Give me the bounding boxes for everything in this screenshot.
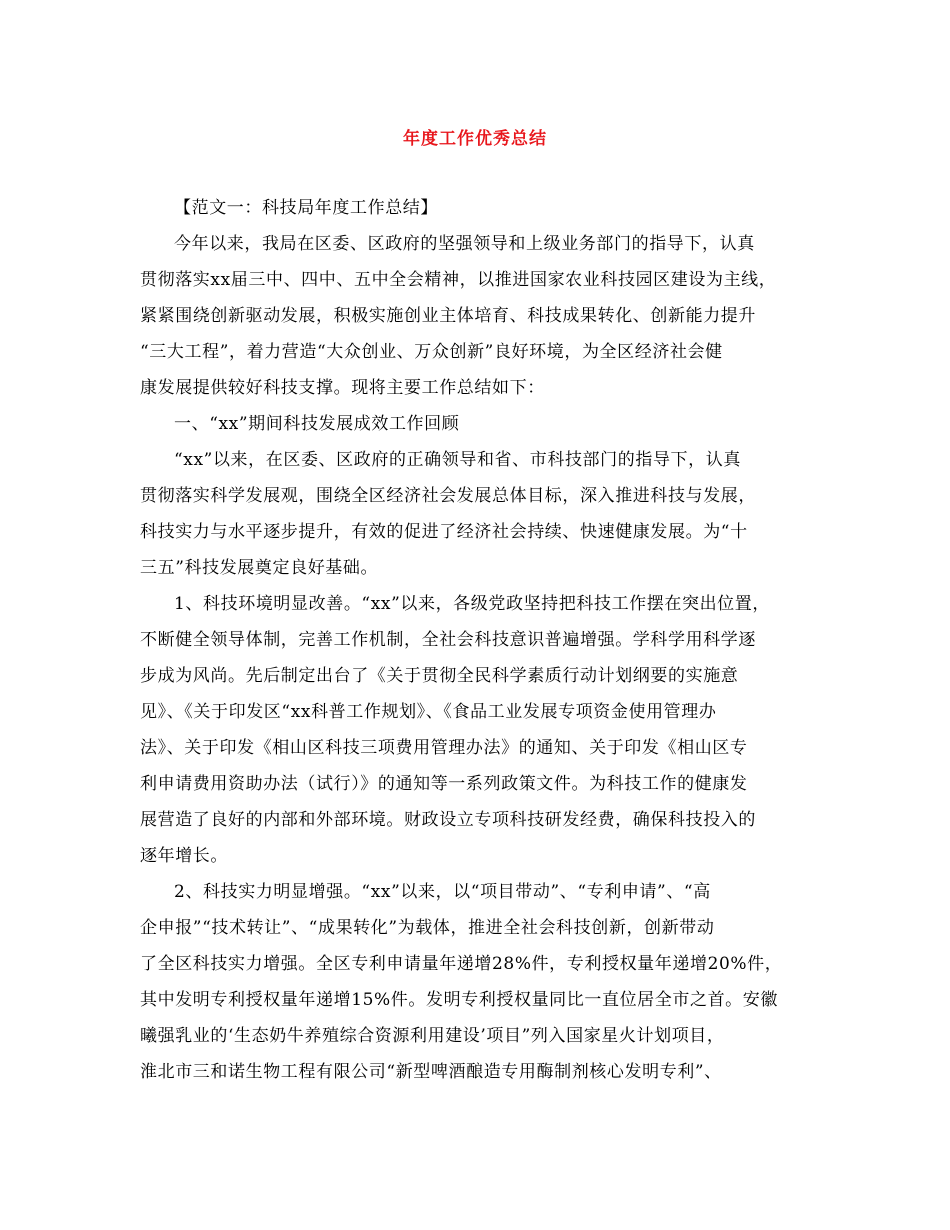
paragraph-line: 展营造了良好的内部和外部环境。财政设立专项科技研发经费，确保科技投入的 (140, 810, 756, 830)
paragraph-line: 康发展提供较好科技支撑。现将主要工作总结如下： (140, 378, 545, 398)
paragraph-line: 不断健全领导体制，完善工作机制，全社会科技意识普遍增强。学科学用科学逐 (140, 630, 756, 650)
paragraph-line: 企申报”“技术转让”、“成果转化”为载体，推进全社会科技创新，创新带动 (140, 918, 715, 938)
paragraph-line: 贯彻落实xx届三中、四中、五中全会精神，以推进国家农业科技园区建设为主线， (140, 270, 777, 290)
paragraph-line: 紧紧围绕创新驱动发展，积极实施创业主体培育、科技成果转化、创新能力提升 (140, 306, 756, 326)
paragraph-line: 法》、关于印发《相山区科技三项费用管理办法》的通知、关于印发《相山区专 (140, 738, 748, 758)
paragraph-line: 曦强乳业的‘生态奶牛养殖综合资源利用建设’项目”列入国家星火计划项目， (140, 1026, 725, 1046)
subsection-heading: 一、“xx”期间科技发展成效工作回顾 (174, 414, 460, 434)
paragraph-line: 今年以来，我局在区委、区政府的坚强领导和上级业务部门的指导下，认真 (174, 234, 755, 254)
paragraph-line: 其中发明专利授权量年递增15%件。发明专利授权量同比一直位居全市之首。安徽 (140, 990, 778, 1010)
paragraph-line: 贯彻落实科学发展观，围绕全区经济社会发展总体目标，深入推进科技与发展， (140, 486, 756, 506)
paragraph-line: 利申请费用资助办法（试行）》的通知等一系列政策文件。为科技工作的健康发 (140, 774, 748, 794)
paragraph-line: 1、科技环境明显改善。“xx”以来，各级党政坚持把科技工作摆在突出位置， (174, 594, 770, 614)
paragraph-line: 三五”科技发展奠定良好基础。 (140, 558, 379, 578)
paragraph-line: 步成为风尚。先后制定出台了《关于贯彻全民科学素质行动计划纲要的实施意 (140, 666, 739, 686)
paragraph-line: 了全区科技实力增强。全区专利申请量年递增28%件，专利授权量年递增20%件， (140, 954, 783, 974)
paragraph-line: “三大工程”，着力营造“大众创业、万众创新”良好环境，为全区经济社会健 (140, 342, 723, 362)
section-heading: 【范文一：科技局年度工作总结】 (174, 198, 438, 218)
paragraph-line: 2、科技实力明显增强。“xx”以来，以“项目带动”、“专利申请”、“高 (174, 882, 711, 902)
document-title: 年度工作优秀总结 (403, 129, 547, 149)
paragraph-line: 见》、《关于印发区“xx科普工作规划》、《食品工业发展专项资金使用管理办 (140, 702, 717, 722)
paragraph-line: “xx”以来，在区委、区政府的正确领导和省、市科技部门的指导下，认真 (174, 450, 741, 470)
paragraph-line: 逐年增长。 (140, 846, 228, 866)
paragraph-line: 科技实力与水平逐步提升，有效的促进了经济社会持续、快速健康发展。为“十 (140, 522, 748, 542)
paragraph-line: 淮北市三和诺生物工程有限公司“新型啤酒酿造专用酶制剂核心发明专利”、 (140, 1062, 722, 1082)
